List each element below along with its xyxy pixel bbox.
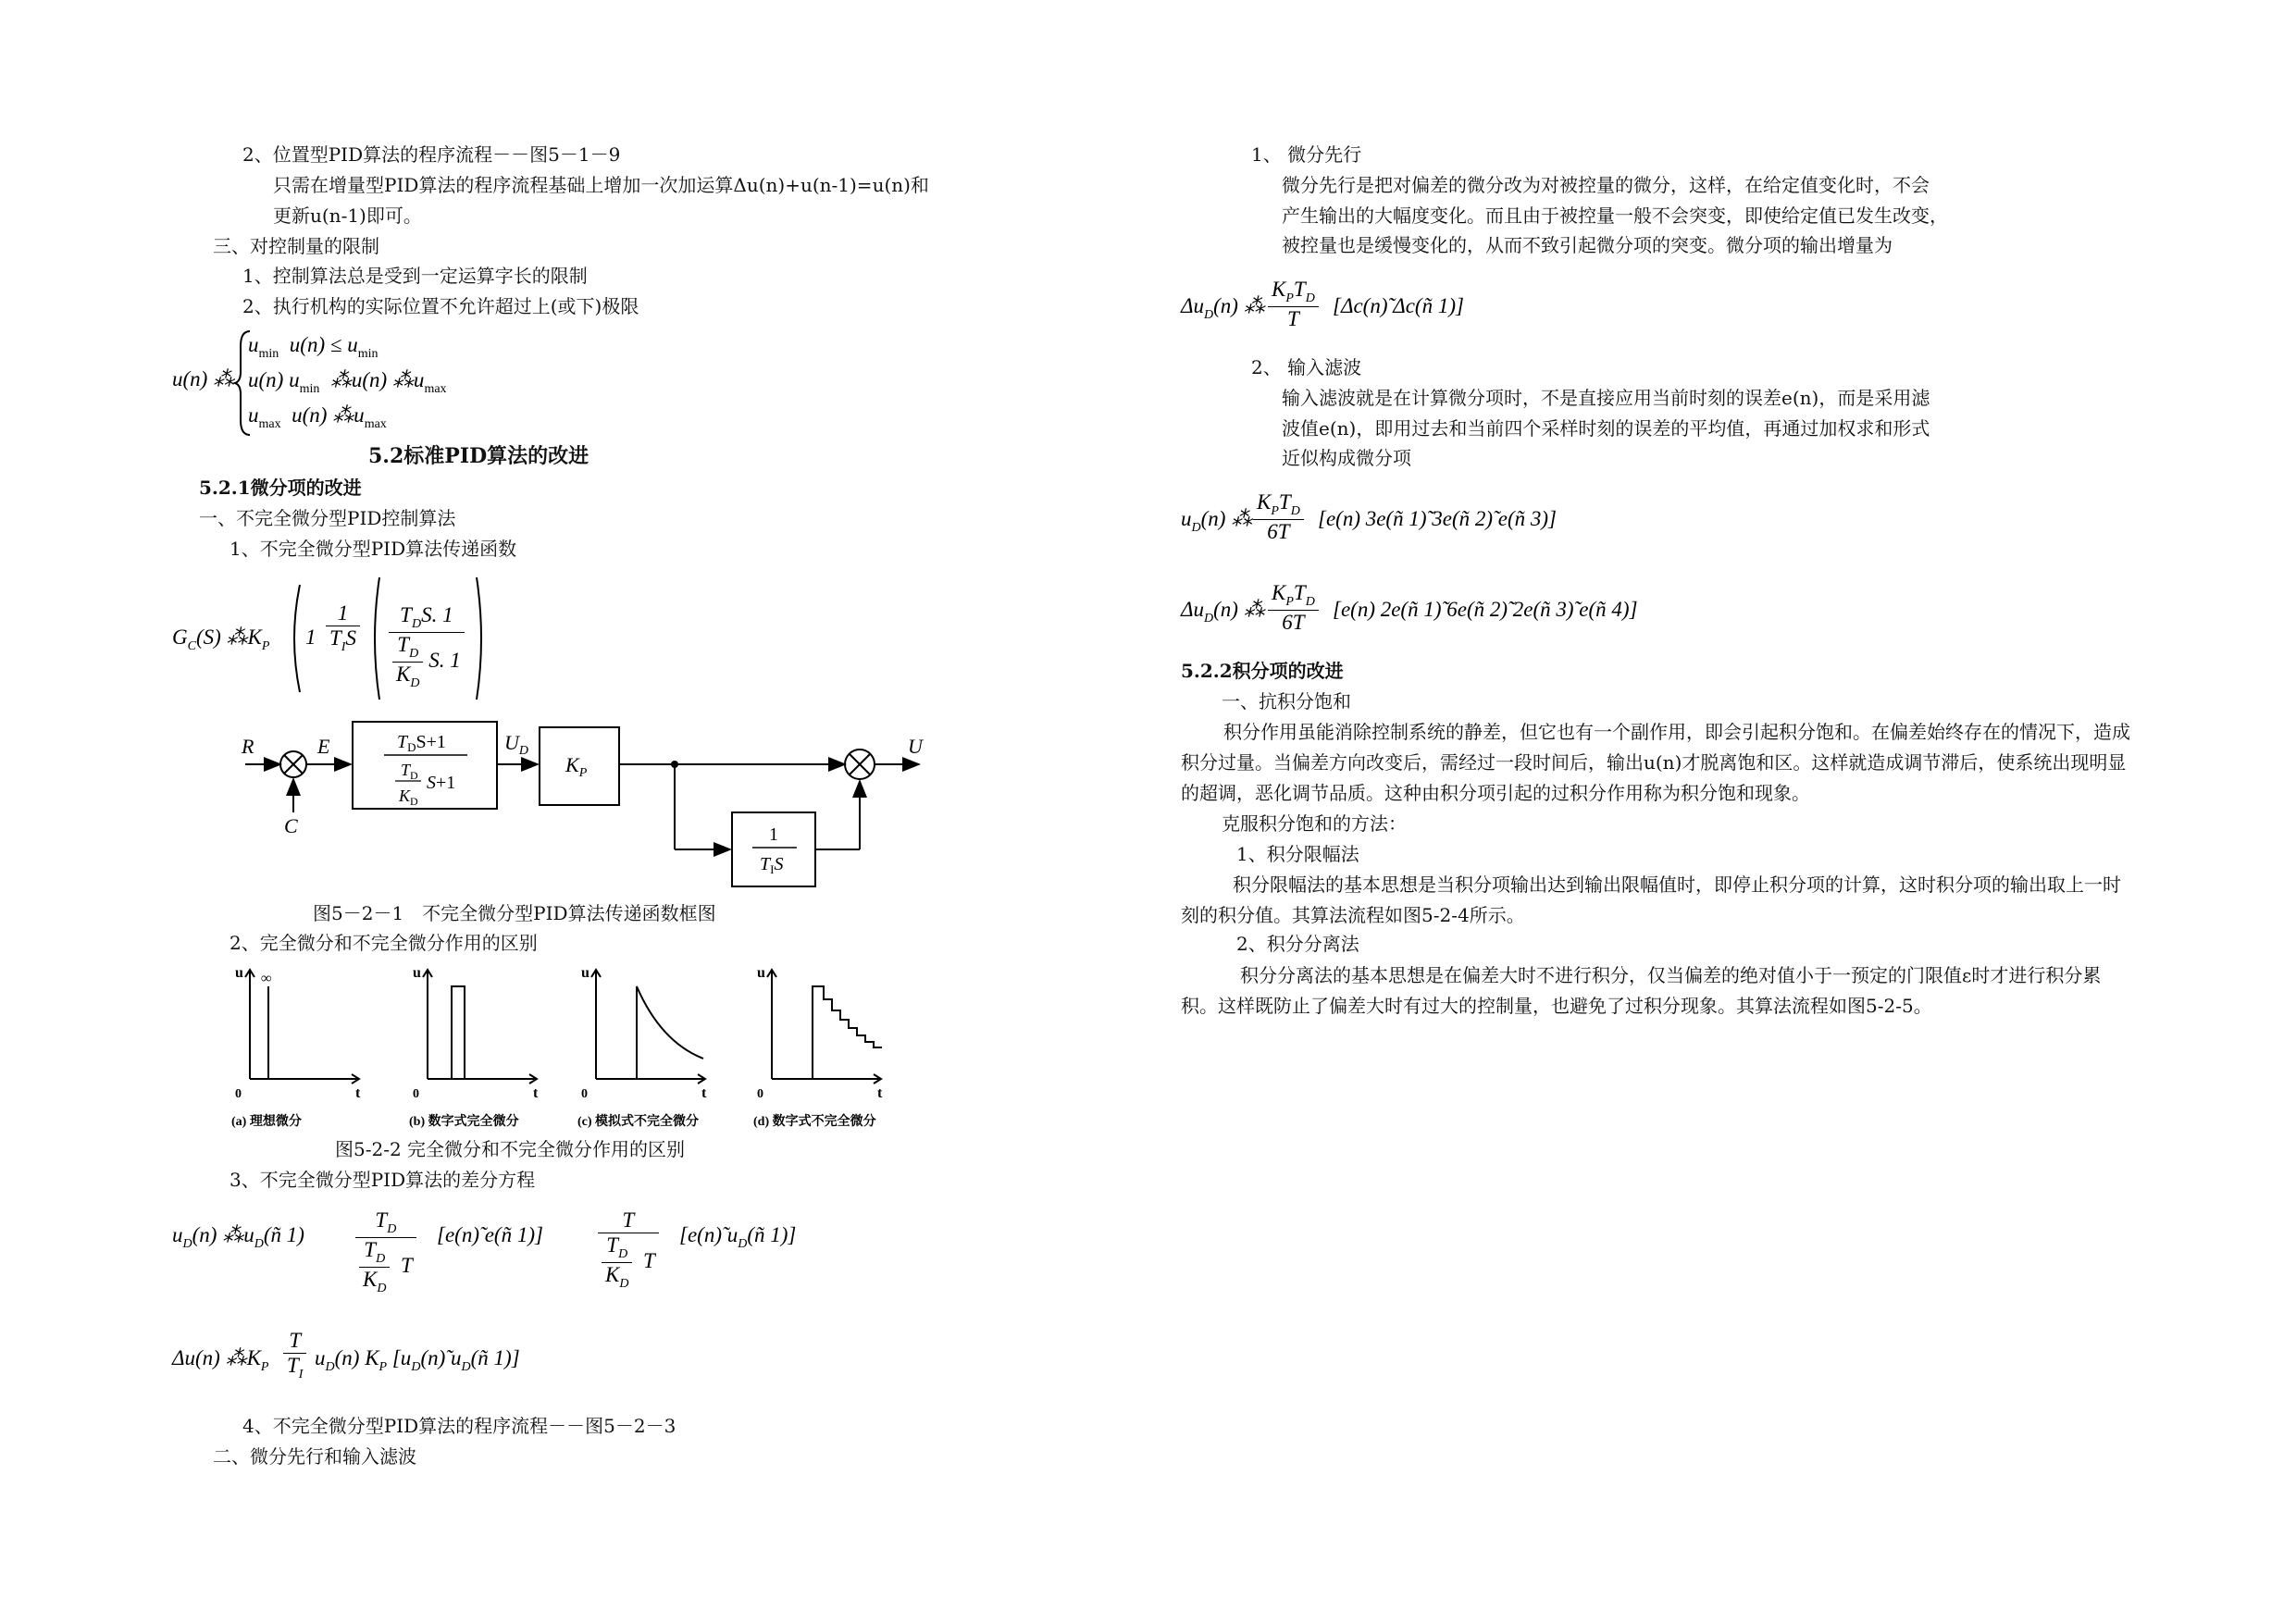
- svg-text:SS+1+1: S+1: [427, 773, 456, 793]
- right-line-4: 被控量也是缓慢变化的，从而不致引起微分项的突变。微分项的输出增量为: [1282, 234, 1893, 256]
- axis-t-label: t: [355, 1085, 361, 1101]
- response-plot-1: [231, 965, 361, 1129]
- left-line-11: 4、不完全微分型PID算法的程序流程－－图5－2－3: [242, 1415, 676, 1437]
- left-line-3: 更新u(n-1)即可。: [273, 204, 422, 227]
- block-diagram: [236, 712, 939, 888]
- svg-text:1: 1: [769, 824, 778, 845]
- subsection-title-522: 5.2.2积分项的改进: [1181, 660, 1344, 682]
- right-line-2: 微分先行是把对偏差的微分改为对被控量的微分，这样，在给定值变化时，不会: [1282, 174, 1930, 196]
- svg-text:R: R: [242, 735, 254, 758]
- origin-label: 0: [413, 1087, 419, 1101]
- response-plots: [222, 962, 944, 1129]
- svg-text:C: C: [284, 814, 298, 837]
- paragraph-1: 积分作用虽能消除控制系统的静差，但它也有一个副作用，即会引起积分饱和。在偏差始终存在的情况下，造成积分过量。当偏差方向改变后，需经过一段时间后，输出u(n)才脱离饱和区。这样就造成调节滞后，使系统出现明显的超调，恶化调节品质。这种由积分项引起的过积分作用称为积分饱和现象。: [1181, 721, 2130, 804]
- response-plot-2: [409, 965, 539, 1129]
- left-line-4: 三、对控制量的限制: [213, 235, 379, 257]
- left-line-1: 2、位置型PID算法的程序流程－－图5－1－9: [242, 143, 621, 166]
- response-plot-3: [577, 965, 707, 1129]
- right-line-1: 1、 微分先行: [1251, 143, 1362, 166]
- svg-text:TIS: $T_IS$: [760, 854, 784, 876]
- right-line-7: 波值e(n)，即用过去和当前四个采样时刻的误差的平均值，再通过加权求和形式: [1282, 417, 1930, 440]
- left-line-5: 1、控制算法总是受到一定运算字长的限制: [242, 265, 588, 287]
- axis-u-label: u: [581, 965, 590, 981]
- subsection-title-521: 5.2.1微分项的改进: [199, 477, 362, 499]
- paragraph-3: 积分分离法的基本思想是在偏差大时不进行积分，仅当偏差的绝对值小于一预定的门限值ε时才进行积分累积。这样既防止了偏差大时有过大的控制量，也避免了过积分现象。其算法流程如图5-2-5。: [1181, 964, 2102, 1017]
- left-line-2: 只需在增量型PID算法的程序流程基础上增加一次加运算Δu(n)+u(n-1)=u(n)和: [273, 174, 929, 196]
- right-line-5: 2、 输入滤波: [1251, 356, 1362, 378]
- axis-t-label: t: [701, 1085, 707, 1101]
- right-line-9: 一、抗积分饱和: [1222, 690, 1351, 712]
- svg-text:UD: $U_D$: [504, 731, 529, 758]
- axis-t-label: t: [877, 1085, 883, 1101]
- axis-u-label: u: [413, 965, 421, 981]
- response-plot-4: [753, 965, 883, 1129]
- section-title: 5.2标准PID算法的改进: [368, 444, 590, 468]
- right-line-8: 近似构成微分项: [1282, 447, 1411, 469]
- axis-u-label: u: [235, 965, 243, 981]
- origin-label: 0: [757, 1087, 763, 1101]
- paragraph-2: 积分限幅法的基本思想是当积分项输出达到输出限幅值时，即停止积分项的计算，这时积分项的输出取上一时刻的积分值。其算法流程如图5-2-4所示。: [1181, 873, 2121, 926]
- right-line-3: 产生输出的大幅度变化。而且由于被控量一般不会突变，即使给定值已发生改变，: [1282, 204, 1948, 227]
- svg-text:E: E: [317, 735, 330, 758]
- plot-label: (d) 数字式不完全微分: [753, 1115, 876, 1129]
- axis-u-label: u: [757, 965, 765, 981]
- plot-label: (a) 理想微分: [231, 1115, 302, 1129]
- plot-label: (c) 模拟式不完全微分: [577, 1115, 700, 1129]
- left-line-12: 二、微分先行和输入滤波: [213, 1445, 416, 1468]
- plot-label: (b) 数字式完全微分: [409, 1115, 519, 1129]
- left-line-7: 一、不完全微分型PID控制算法: [199, 507, 456, 529]
- left-line-6: 2、执行机构的实际位置不允许超过上(或下)极限: [242, 295, 639, 317]
- right-line-6: 输入滤波就是在计算微分项时，不是直接应用当前时刻的误差e(n)，而是采用滤: [1282, 387, 1930, 409]
- fig1-caption: 图5－2－1 不完全微分型PID算法传递函数框图: [313, 902, 716, 924]
- infinity-mark: ∞: [261, 971, 272, 986]
- svg-text:KD: $K_D$: [399, 787, 418, 808]
- axis-t-label: t: [533, 1085, 539, 1101]
- right-line-12: 2、积分分离法: [1236, 933, 1359, 955]
- svg-text:TDS+1: $T_DS+1$: [397, 732, 446, 754]
- svg-text:TD: $T_D$: [401, 761, 418, 782]
- origin-label: 0: [235, 1087, 242, 1101]
- left-line-8: 1、不完全微分型PID算法传递函数: [230, 538, 517, 560]
- left-line-9: 2、完全微分和不完全微分作用的区别: [230, 932, 538, 954]
- right-line-10: 克服积分饱和的方法：: [1222, 812, 1407, 835]
- fig2-caption: 图5-2-2 完全微分和不完全微分作用的区别: [335, 1138, 686, 1160]
- svg-text:U: U: [908, 735, 923, 758]
- left-line-10: 3、不完全微分型PID算法的差分方程: [230, 1169, 536, 1191]
- svg-text:KP: $K_P$: [565, 753, 588, 780]
- right-line-11: 1、积分限幅法: [1236, 843, 1359, 865]
- origin-label: 0: [581, 1087, 588, 1101]
